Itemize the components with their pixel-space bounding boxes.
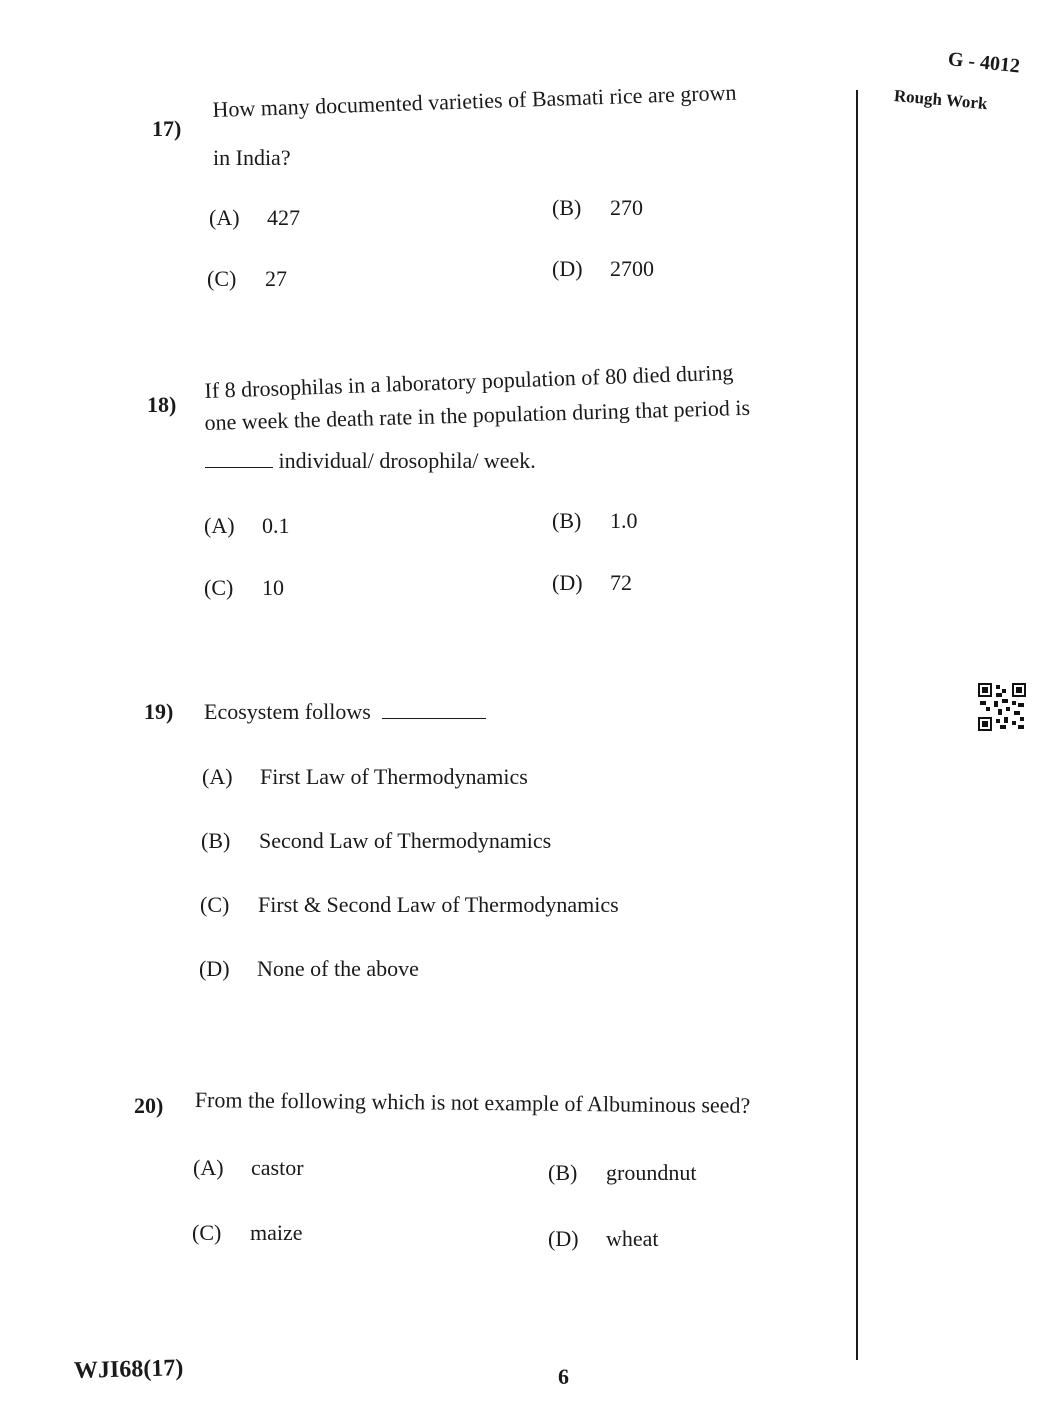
option-d[interactable] [552,570,632,596]
option-a[interactable] [204,513,290,539]
option-c[interactable] [207,266,287,292]
option-b[interactable] [201,828,551,854]
qr-code [978,683,1026,731]
option-text: 72 [610,570,632,595]
answer-blank [382,718,486,719]
option-label: (B) [201,828,231,853]
option-c[interactable] [204,575,284,601]
question-text: From the following which is not example of Albuminous seed? [194,1087,751,1118]
option-d[interactable] [199,956,419,982]
option-label: (B) [552,508,582,533]
question-text-line [204,698,486,726]
option-text: None of the above [257,956,419,981]
question-text-line [205,447,536,475]
option-label: (D) [552,570,583,595]
option-label: (B) [548,1160,578,1185]
option-text: 270 [610,195,643,220]
option-text: First Law of Thermodynamics [260,764,528,789]
option-label: (A) [209,205,240,230]
option-label: (C) [204,575,234,600]
question-number: 17) [152,116,182,141]
option-label: (D) [552,256,583,281]
page-number: 6 [558,1364,569,1389]
option-b[interactable] [548,1160,696,1186]
question-number: 19) [144,699,174,724]
option-b[interactable] [552,195,643,221]
option-text: groundnut [606,1160,697,1185]
option-text: 10 [262,575,284,600]
option-label: (C) [207,266,237,291]
option-text: castor [251,1155,304,1180]
option-label: (D) [548,1226,579,1251]
question-text: one week the death rate in the population during that period is [204,394,751,436]
option-label: (C) [200,892,230,917]
option-a[interactable] [193,1155,304,1181]
answer-blank [205,467,273,468]
paper-code: G - 4012 [946,48,1022,78]
option-text: Second Law of Thermodynamics [259,828,552,853]
option-a[interactable] [202,764,528,790]
rough-work-label: Rough Work [893,86,989,114]
footer-code: WJI68(17) [73,1355,184,1384]
option-text: 427 [267,205,300,230]
question-text: Ecosystem follows [204,699,371,724]
option-text: maize [250,1220,303,1245]
question-text: If 8 drosophilas in a laboratory population of 80 died during [204,359,734,404]
option-text: 27 [265,266,287,291]
option-label: (A) [202,764,233,789]
option-text: 1.0 [610,508,638,533]
option-c[interactable] [192,1220,303,1246]
question-text: in India? [213,145,291,170]
option-text: wheat [606,1226,659,1251]
option-a[interactable] [209,205,300,231]
option-text: 2700 [610,256,654,281]
option-label: (C) [192,1220,222,1245]
option-c[interactable] [200,892,619,918]
option-text: First & Second Law of Thermodynamics [258,892,619,917]
option-label: (A) [204,513,235,538]
option-b[interactable] [552,508,638,534]
option-label: (D) [199,956,230,981]
option-d[interactable] [552,256,654,282]
option-label: (B) [552,195,582,220]
option-label: (A) [193,1155,224,1180]
question-number: 18) [147,392,177,417]
question-text: How many documented varieties of Basmati rice are grown [212,79,737,123]
question-text: individual/ drosophila/ week. [278,448,536,473]
question-number: 20) [134,1093,164,1118]
option-text: 0.1 [262,513,290,538]
option-d[interactable] [548,1226,659,1252]
rough-work-divider [856,90,858,1360]
